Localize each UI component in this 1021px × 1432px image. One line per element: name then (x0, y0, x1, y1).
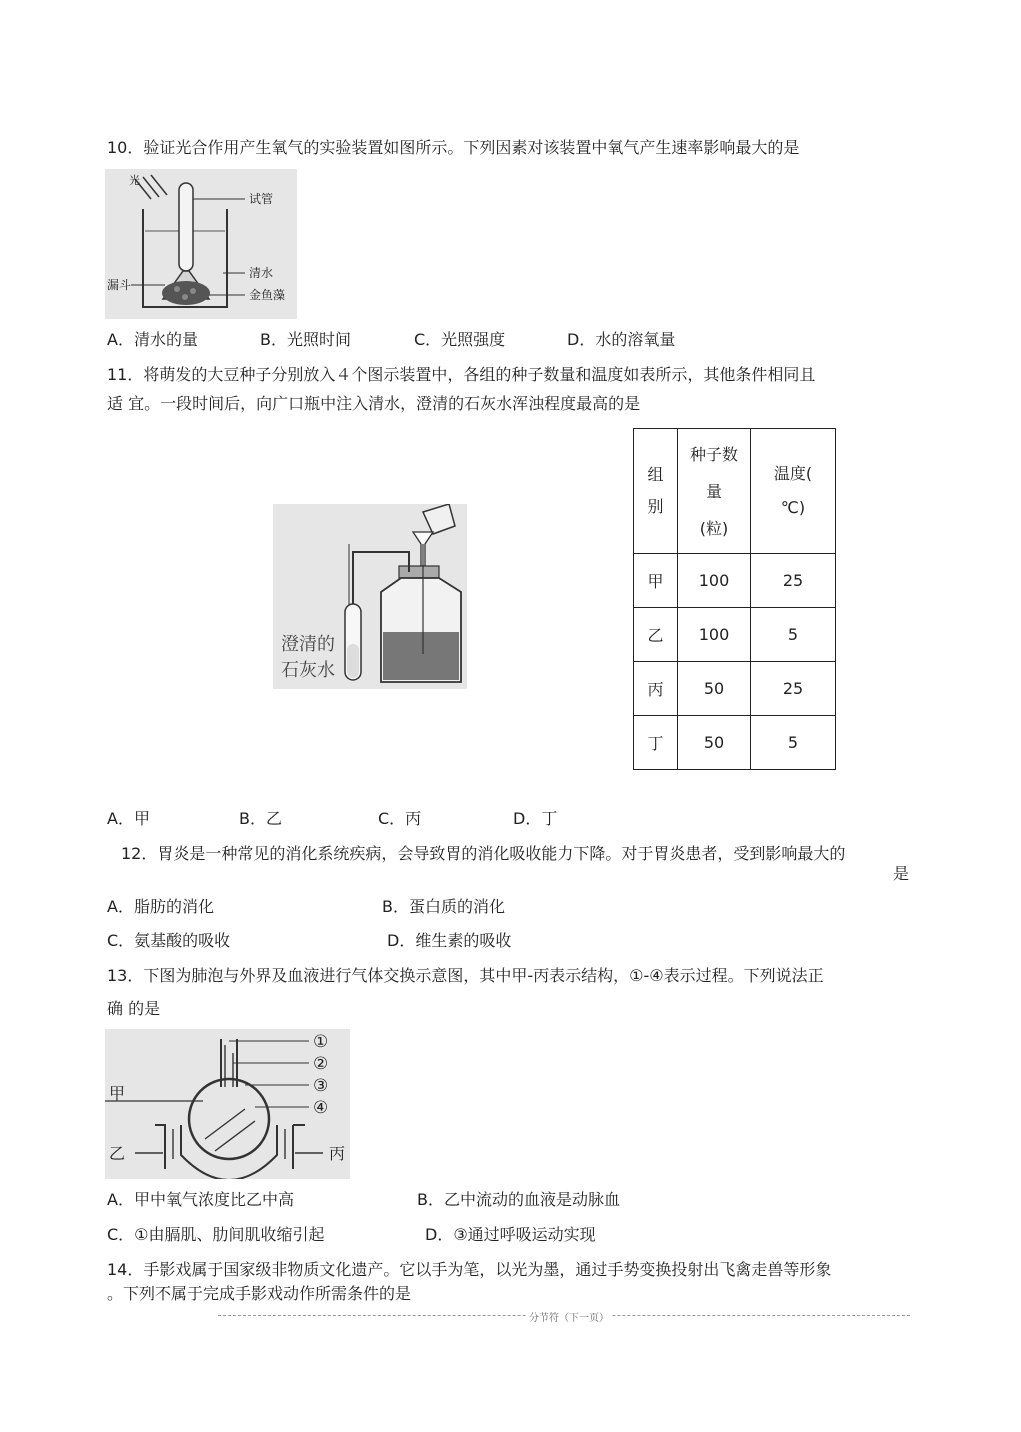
q13-stem-line1: 13．下图为肺泡与外界及血液进行气体交换示意图，其中甲-丙表示结构，①-④表示过程。下列说法正 (107, 966, 824, 985)
table-cell: 50 (678, 716, 751, 770)
process-2-label: ② (313, 1054, 329, 1074)
q14-stem-line2: 。下列不属于完成手影戏动作所需条件的是 (107, 1284, 412, 1303)
q13-option-c: C．①由膈肌、肋间肌收缩引起 (107, 1225, 325, 1244)
structure-bing-label: 丙 (329, 1144, 346, 1163)
header-temperature-line1: 温度( (773, 464, 813, 483)
q14-stem-line1: 14．手影戏属于国家级非物质文化遗产。它以手为笔，以光为墨，通过手势变换投射出飞禽走兽等形象 (107, 1260, 832, 1279)
q12-option-d: D．维生素的吸收 (387, 931, 512, 950)
q10-option-d: D．水的溶氧量 (567, 330, 676, 349)
alveolus-gas-exchange-diagram (105, 1029, 350, 1179)
structure-jia-label: 甲 (109, 1084, 126, 1103)
table-cell: 甲 (634, 554, 678, 608)
table-cell: 50 (678, 662, 751, 716)
table-row (634, 716, 836, 770)
q12-option-c: C．氨基酸的吸收 (107, 931, 231, 950)
q12-stem-line1: 12．胃炎是一种常见的消化系统疾病，会导致胃的消化吸收能力下降。对于胃炎患者，受到影响最大的 (121, 844, 846, 863)
header-seed-count-line1: 种子数 (689, 444, 738, 464)
table-cell: 100 (678, 554, 751, 608)
q11-stem-line2: 适 宜。一段时间后，向广口瓶中注入清水，澄清的石灰水浑浊程度最高的是 (107, 394, 641, 413)
q11-option-d: D．丁 (513, 809, 558, 828)
q10-option-b: B．光照时间 (260, 330, 351, 349)
photosynthesis-apparatus-diagram (105, 169, 297, 319)
process-3-label: ③ (313, 1076, 329, 1096)
limewater-label-1: 澄清的 (281, 634, 335, 655)
funnel-label: 漏斗 (107, 278, 132, 292)
process-4-label: ④ (313, 1098, 329, 1118)
q13-stem-line2: 确 的是 (107, 999, 161, 1018)
table-header-row (634, 429, 836, 554)
table-cell: 25 (751, 554, 836, 608)
table-cell: 5 (751, 608, 836, 662)
q12-option-a: A．脂肪的消化 (107, 897, 214, 916)
table-cell: 25 (751, 662, 836, 716)
q11-option-b: B．乙 (239, 809, 282, 828)
header-temperature (751, 429, 836, 554)
light-label: 光 (129, 174, 140, 187)
q11-option-c: C．丙 (378, 809, 422, 828)
limewater-label-2: 石灰水 (281, 660, 335, 681)
page-break-label: 分节符（下一页） (526, 1309, 612, 1324)
table-cell: 丙 (634, 662, 678, 716)
table-row (634, 662, 836, 716)
table-cell: 5 (751, 716, 836, 770)
algae-label: 金鱼藻 (249, 288, 286, 302)
q10-figure (105, 169, 297, 319)
q11-option-a: A．甲 (107, 809, 150, 828)
q11-stem-line1: 11．将萌发的大豆种子分别放入４个图示装置中，各组的种子数量和温度如表所示，其他条件相同且 (107, 365, 816, 384)
q13-option-d: D．③通过呼吸运动实现 (425, 1225, 596, 1244)
header-seed-count (678, 429, 751, 554)
table-row (634, 554, 836, 608)
table-cell: 乙 (634, 608, 678, 662)
q12-option-b: B．蛋白质的消化 (382, 897, 505, 916)
q13-option-a: A．甲中氧气浓度比乙中高 (107, 1190, 294, 1209)
q10-stem: 10．验证光合作用产生氧气的实验装置如图所示。下列因素对该装置中氧气产生速率影响最大的是 (107, 138, 800, 157)
q10-option-c: C．光照强度 (414, 330, 506, 349)
q12-stem-line2: 是 (893, 864, 910, 883)
test-tube-label: 试管 (249, 192, 274, 206)
seed-data-table (633, 428, 836, 770)
table-cell: 100 (678, 608, 751, 662)
q11-figure (273, 504, 467, 689)
seed-respiration-apparatus-diagram (273, 504, 467, 689)
header-seed-count-line2: 量 (705, 481, 722, 501)
q13-figure (105, 1029, 350, 1179)
q10-option-a: A．清水的量 (107, 330, 198, 349)
table-row (634, 608, 836, 662)
header-group (634, 429, 678, 554)
process-1-label: ① (313, 1032, 329, 1052)
header-group-line1: 组 (647, 465, 664, 484)
q13-option-b: B．乙中流动的血液是动脉血 (417, 1190, 620, 1209)
header-seed-count-line3: (粒) (699, 518, 729, 538)
structure-yi-label: 乙 (109, 1144, 126, 1163)
water-label: 清水 (249, 266, 274, 280)
table-cell: 丁 (634, 716, 678, 770)
header-group-line2: 别 (647, 497, 664, 516)
header-temperature-line2: ℃) (780, 498, 806, 517)
